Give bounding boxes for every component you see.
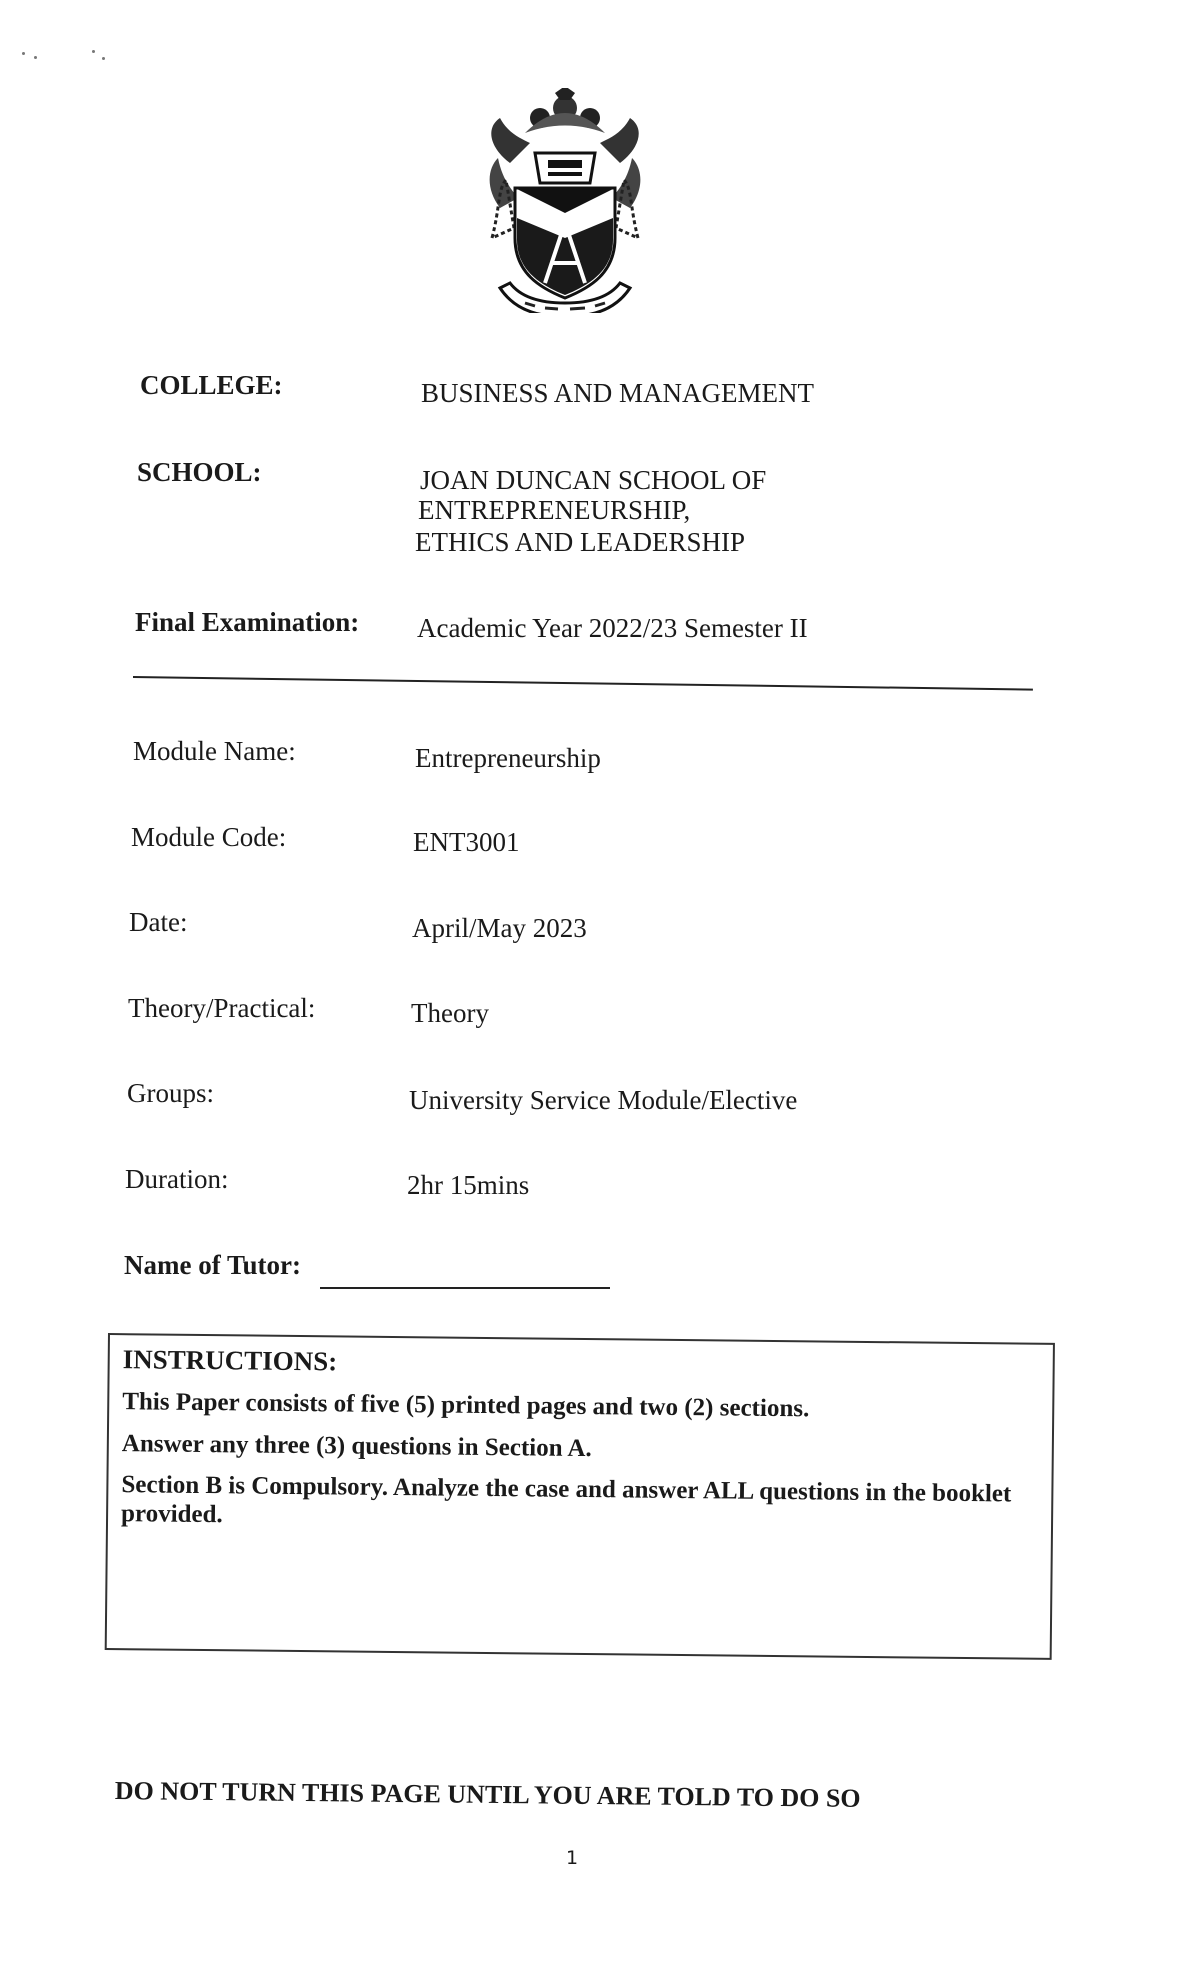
scan-speck	[92, 50, 95, 53]
tutor-name-line	[320, 1287, 610, 1289]
date-value: April/May 2023	[412, 913, 587, 943]
instructions-line-1: This Paper consists of five (5) printed pages and two (2) sections.	[122, 1388, 810, 1423]
date-label: Date:	[129, 907, 188, 937]
groups-value: University Service Module/Elective	[409, 1085, 798, 1115]
tutor-label: Name of Tutor:	[124, 1250, 301, 1280]
module-name-label: Module Name:	[133, 736, 296, 766]
college-label: COLLEGE:	[140, 370, 283, 400]
module-name-value: Entrepreneurship	[415, 743, 601, 773]
exam-value: Academic Year 2022/23 Semester II	[417, 613, 808, 643]
duration-value: 2hr 15mins	[407, 1170, 530, 1200]
school-value-line3: ETHICS AND LEADERSHIP	[415, 527, 746, 557]
duration-label: Duration:	[125, 1164, 229, 1194]
module-code-label: Module Code:	[131, 822, 287, 852]
college-value: BUSINESS AND MANAGEMENT	[421, 378, 815, 408]
scan-speck	[34, 56, 37, 59]
scan-speck	[22, 52, 25, 55]
theory-practical-value: Theory	[411, 998, 489, 1028]
theory-practical-label: Theory/Practical:	[128, 993, 316, 1023]
school-value-line1: JOAN DUNCAN SCHOOL OF	[420, 465, 767, 495]
module-code-value: ENT3001	[413, 827, 520, 857]
school-value-line2: ENTREPRENEURSHIP,	[418, 495, 691, 525]
university-crest-icon	[470, 88, 660, 313]
instructions-box	[105, 1333, 1055, 1660]
school-label: SCHOOL:	[137, 457, 262, 487]
header-divider	[133, 676, 1033, 691]
instructions-heading: INSTRUCTIONS:	[122, 1344, 338, 1377]
instructions-line-2: Answer any three (3) questions in Section A.	[121, 1430, 592, 1463]
groups-label: Groups:	[127, 1078, 214, 1108]
instructions-line-3: Section B is Compulsory. Analyze the case and answer ALL questions in the booklet provided.	[120, 1471, 1012, 1529]
do-not-turn-notice: DO NOT TURN THIS PAGE UNTIL YOU ARE TOLD TO DO SO	[114, 1776, 861, 1813]
exam-label: Final Examination:	[135, 607, 360, 637]
scan-speck	[102, 57, 105, 60]
page-number: 1	[566, 1847, 579, 1869]
